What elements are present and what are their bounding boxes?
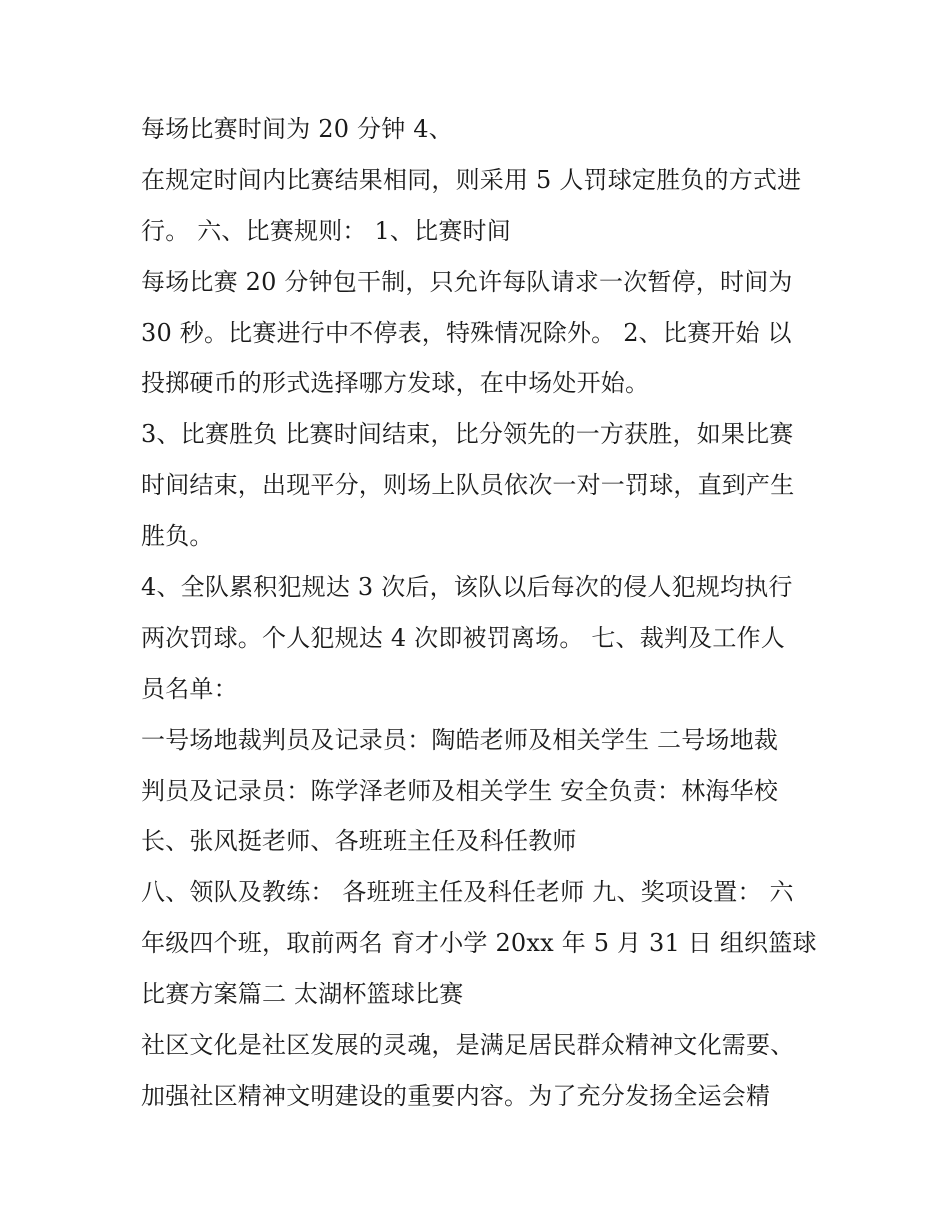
text-line: 在规定时间内比赛结果相同，则采用 5 人罚球定胜负的方式进 [141,165,802,194]
text-line: 一号场地裁判员及记录员：陶皓老师及相关学生 二号场地裁 [141,725,779,754]
text-line: 每场比赛时间为 20 分钟 4、 [141,115,453,143]
text-line: 加强社区精神文明建设的重要内容。为了充分发扬全运会精 [141,1081,771,1110]
text-line: 判员及记录员：陈学泽老师及相关学生 安全负责：林海华校 [141,776,779,805]
text-line: 时间结束，出现平分，则场上队员依次一对一罚球，直到产生 [141,471,795,500]
text-line: 比赛方案篇二 太湖杯篮球比赛 [141,980,464,1009]
text-line: 两次罚球。个人犯规达 4 次即被罚离场。 七、裁判及工作人 [141,623,785,652]
text-line: 行。 六、比赛规则： 1、比赛时间 [141,216,511,245]
text-line: 每场比赛 20 分钟包干制，只允许每队请求一次暂停，时间为 [141,267,793,296]
text-line: 投掷硬币的形式选择哪方发球，在中场处开始。 [141,369,650,398]
text-line: 30 秒。比赛进行中不停表，特殊情况除外。 2、比赛开始 以 [141,318,792,347]
text-line: 社区文化是社区发展的灵魂，是满足居民群众精神文化需要、 [141,1031,795,1060]
text-line: 4、全队累积犯规达 3 次后，该队以后每次的侵人犯规均执行 [141,573,793,602]
document-body [141,104,821,1122]
text-line: 年级四个班，取前两名 育才小学 20xx 年 5 月 31 日 组织篮球 [141,929,817,958]
text-line: 胜负。 [141,522,214,551]
text-line: 八、领队及教练： 各班班主任及科任老师 九、奖项设置： 六 [141,878,794,907]
text-line: 员名单： [141,674,238,703]
text-line: 长、张风挺老师、各班班主任及科任教师 [141,827,577,856]
text-line: 3、比赛胜负 比赛时间结束，比分领先的一方获胜，如果比赛 [141,420,794,449]
